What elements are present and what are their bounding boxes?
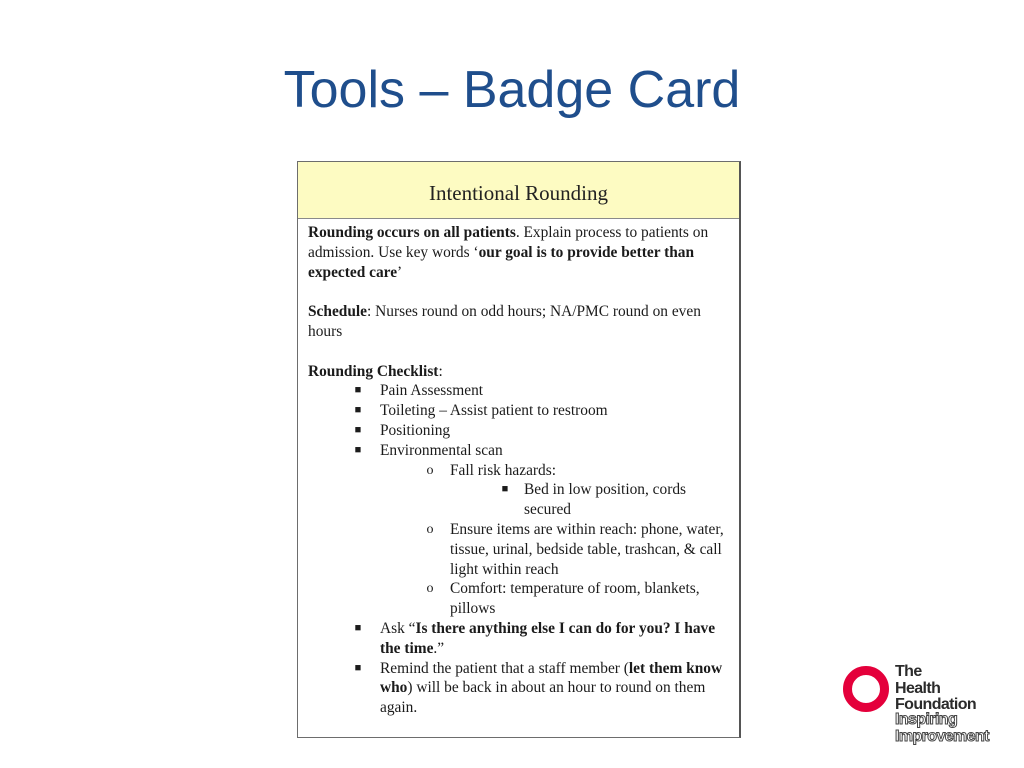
square-bullet-icon: ■	[354, 423, 362, 436]
logo-name	[895, 664, 976, 714]
badge-card-image	[297, 161, 741, 738]
schedule-label: Schedule	[308, 303, 368, 321]
list-item	[308, 381, 729, 401]
remind-post: ) will be back in about an hour to round on them again.	[380, 679, 706, 717]
logo-tagline	[895, 712, 989, 745]
intro-bold-1: Rounding occurs on all patients	[308, 224, 516, 241]
list-item	[308, 659, 729, 718]
ask-item-text	[380, 619, 729, 659]
ask-bold: Is there anything else I can do for you? I have the time	[380, 619, 716, 657]
sub-list-item-text: Ensure items are within reach: phone, water, tissue, urinal, bedside table, trashcan, & call light within reach	[450, 520, 724, 578]
list-item	[308, 421, 729, 441]
list-item-text: Toileting – Assist patient to restroom	[380, 402, 608, 420]
logo-ring-icon	[843, 666, 889, 712]
list-item-text: Environmental scan	[380, 441, 503, 459]
checklist-heading	[308, 362, 729, 382]
logo-line-1: The	[895, 663, 922, 680]
square-bullet-icon: ■	[354, 661, 362, 674]
remind-item-text	[380, 659, 729, 718]
list-item-text: Pain Assessment	[380, 382, 484, 400]
logo-tag-2: Improvement	[895, 727, 989, 745]
square-bullet-icon: ■	[354, 404, 362, 417]
sub-list-item-text: Fall risk hazards:	[450, 461, 556, 479]
logo-line-2: Health	[895, 679, 941, 697]
remind-bold: let them know who	[380, 659, 723, 697]
list-item	[308, 401, 729, 421]
card-title: Intentional Rounding	[428, 180, 609, 205]
intro-text-2: ’	[397, 263, 403, 281]
logo-tag-1: Inspiring	[895, 711, 958, 728]
health-foundation-logo	[843, 664, 1013, 748]
logo-line-3: Foundation	[895, 696, 977, 713]
intro-paragraph	[308, 223, 729, 282]
slide-title: Tools – Badge Card	[283, 61, 741, 119]
sub-sub-list-item	[308, 480, 729, 520]
intro-text-1: . Explain process to patients on admission. Use key words ‘	[308, 224, 709, 261]
checklist-label: Rounding Checklist	[308, 362, 439, 380]
schedule-text: : Nurses round on odd hours; NA/PMC round on even hours	[308, 303, 701, 340]
circle-bullet-icon: o	[426, 462, 434, 478]
sub-list-item	[308, 461, 729, 481]
square-bullet-icon: ■	[354, 384, 362, 397]
sub-list-item-text: Comfort: temperature of room, blankets, pillows	[450, 580, 700, 618]
sub-list-item	[308, 579, 729, 619]
circle-bullet-icon: o	[426, 581, 434, 597]
ask-post: .”	[433, 639, 445, 657]
schedule-paragraph	[308, 302, 729, 342]
list-item	[308, 441, 729, 461]
intro-bold-2: our goal is to provide better than expected care	[308, 243, 695, 281]
remind-pre: Remind the patient that a staff member (	[380, 659, 629, 677]
card-body	[298, 219, 739, 718]
ask-pre: Ask “	[380, 619, 416, 637]
circle-bullet-icon: o	[426, 521, 434, 537]
list-item	[308, 619, 729, 659]
square-bullet-icon: ■	[501, 483, 509, 496]
sub-list-item	[308, 520, 729, 579]
checklist-colon: :	[438, 362, 443, 380]
square-bullet-icon: ■	[354, 621, 362, 634]
card-header	[298, 162, 739, 219]
square-bullet-icon: ■	[354, 443, 362, 456]
sub-sub-list-item-text: Bed in low position, cords secured	[524, 481, 687, 519]
list-item-text: Positioning	[380, 421, 451, 439]
